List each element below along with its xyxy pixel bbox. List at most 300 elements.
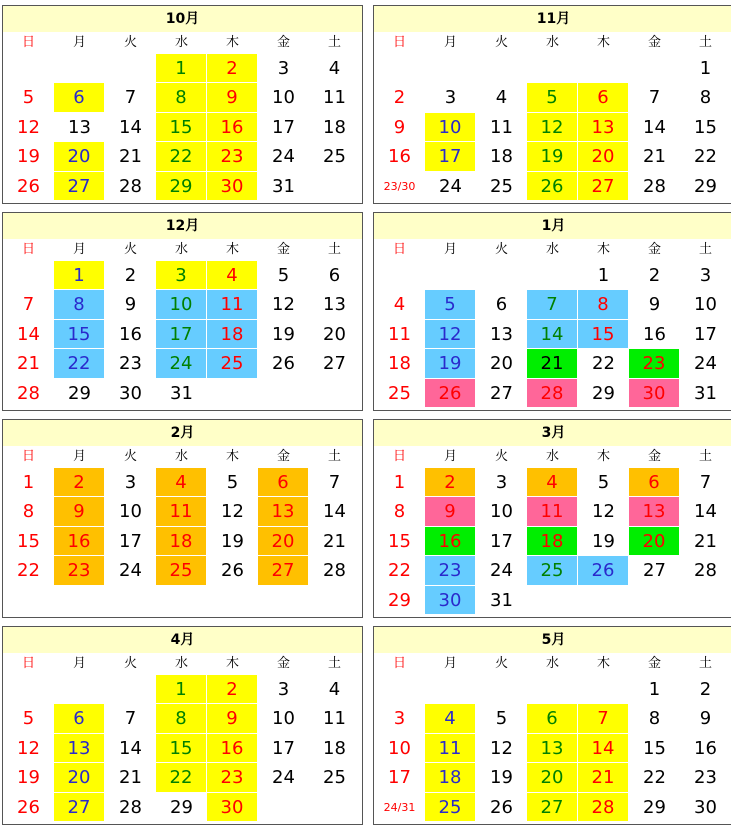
day-cell: 20 bbox=[578, 142, 629, 171]
day-cell: 11 bbox=[323, 87, 346, 109]
weekday-label: 火 bbox=[123, 35, 137, 50]
weekday-label: 金 bbox=[276, 35, 290, 50]
weekday-label: 日 bbox=[21, 35, 35, 50]
day-cell: 15 bbox=[156, 734, 207, 763]
day-cell: 16 bbox=[119, 323, 142, 345]
day-cell: 21 bbox=[643, 146, 666, 168]
day-cell: 13 bbox=[629, 497, 680, 526]
day-cell: 9 bbox=[124, 294, 137, 316]
weekday-header bbox=[374, 446, 731, 468]
weekday-label: 日 bbox=[392, 656, 406, 671]
week-row bbox=[374, 675, 731, 704]
day-cell: 2 bbox=[124, 265, 137, 286]
day-cell: 4 bbox=[527, 468, 578, 497]
day-cell bbox=[680, 586, 731, 615]
day-cell: 25 bbox=[490, 175, 513, 197]
day-cell: 12 bbox=[17, 116, 40, 138]
day-cell: 3 bbox=[444, 87, 457, 109]
weekday-label: 金 bbox=[276, 449, 290, 464]
day-cell: 10 bbox=[156, 290, 207, 319]
day-cell: 4 bbox=[495, 87, 508, 109]
day-cell: 28 bbox=[643, 175, 666, 197]
weekday-header bbox=[374, 32, 731, 54]
weekday-label: 土 bbox=[698, 449, 712, 464]
day-cell: 5 bbox=[527, 83, 578, 112]
day-cell: 11 bbox=[156, 497, 207, 526]
day-cell: 19 bbox=[17, 767, 40, 789]
weekday-label: 日 bbox=[21, 449, 35, 464]
week-row bbox=[374, 261, 731, 290]
day-cell: 9 bbox=[207, 83, 258, 112]
day-cell bbox=[156, 586, 207, 615]
day-cell: 2 bbox=[393, 87, 406, 109]
day-cell: 28 bbox=[323, 560, 346, 582]
weekday-label: 水 bbox=[174, 242, 188, 257]
day-cell: 28 bbox=[527, 379, 578, 408]
weekday-label: 月 bbox=[72, 35, 86, 50]
day-cell: 23 bbox=[207, 763, 258, 792]
day-cell: 21 bbox=[694, 530, 717, 552]
week-row bbox=[3, 675, 362, 704]
day-cell: 8 bbox=[648, 708, 661, 730]
day-cell: 21 bbox=[119, 767, 142, 789]
day-cell bbox=[309, 793, 360, 822]
weekday-label: 日 bbox=[392, 449, 406, 464]
day-cell: 16 bbox=[207, 734, 258, 763]
week-row bbox=[3, 349, 362, 378]
week-row bbox=[3, 172, 362, 201]
day-cell: 19 bbox=[425, 349, 476, 378]
day-cell bbox=[105, 586, 156, 615]
day-cell: 11 bbox=[388, 323, 411, 345]
weekday-label: 金 bbox=[647, 449, 661, 464]
day-cell bbox=[425, 54, 476, 83]
day-cell: 21 bbox=[323, 530, 346, 552]
month-calendar bbox=[2, 419, 363, 618]
day-cell: 4 bbox=[156, 468, 207, 497]
day-cell: 15 bbox=[54, 320, 105, 349]
day-cell: 1 bbox=[699, 58, 712, 79]
week-row bbox=[3, 586, 362, 615]
day-cell: 26 bbox=[221, 560, 244, 582]
day-cell: 31 bbox=[694, 382, 717, 404]
weekday-label: 水 bbox=[545, 35, 559, 50]
week-row bbox=[3, 320, 362, 349]
weekday-label: 月 bbox=[72, 449, 86, 464]
day-cell: 29 bbox=[68, 382, 91, 404]
day-cell: 2 bbox=[648, 265, 661, 286]
day-cell: 11 bbox=[490, 116, 513, 138]
day-cell bbox=[374, 261, 425, 290]
day-cell: 3 bbox=[699, 265, 712, 286]
day-cell: 9 bbox=[54, 497, 105, 526]
day-cell: 31 bbox=[170, 382, 193, 404]
day-cell: 26 bbox=[17, 796, 40, 818]
day-cell: 1 bbox=[597, 265, 610, 286]
day-cell: 9 bbox=[425, 497, 476, 526]
day-cell: 13 bbox=[54, 734, 105, 763]
week-row bbox=[3, 54, 362, 83]
day-cell: 8 bbox=[156, 704, 207, 733]
day-cell bbox=[629, 54, 680, 83]
day-cell: 3 bbox=[277, 58, 290, 79]
week-row bbox=[374, 142, 731, 171]
day-cell: 25 bbox=[388, 382, 411, 404]
week-row bbox=[3, 142, 362, 171]
month-title: 12月 bbox=[3, 213, 362, 239]
week-row bbox=[374, 704, 731, 733]
day-cell bbox=[527, 54, 578, 83]
day-cell: 20 bbox=[54, 142, 105, 171]
month-title: 10月 bbox=[3, 6, 362, 32]
day-cell: 22 bbox=[643, 767, 666, 789]
week-row bbox=[3, 113, 362, 142]
day-cell: 23 bbox=[629, 349, 680, 378]
day-cell: 19 bbox=[527, 142, 578, 171]
weekday-label: 日 bbox=[21, 242, 35, 257]
day-cell: 23 bbox=[694, 767, 717, 789]
day-cell: 30 bbox=[207, 172, 258, 201]
day-cell: 27 bbox=[643, 560, 666, 582]
day-cell: 21 bbox=[17, 353, 40, 375]
day-cell: 11 bbox=[425, 734, 476, 763]
day-cell: 29 bbox=[643, 796, 666, 818]
week-row bbox=[374, 586, 731, 615]
weekday-label: 日 bbox=[392, 242, 406, 257]
week-row bbox=[374, 172, 731, 201]
day-cell: 1 bbox=[54, 261, 105, 290]
day-cell bbox=[527, 675, 578, 704]
day-cell bbox=[476, 675, 527, 704]
week-row bbox=[374, 527, 731, 556]
day-cell: 17 bbox=[490, 530, 513, 552]
day-cell: 24 bbox=[490, 560, 513, 582]
day-cell: 3 bbox=[124, 472, 137, 493]
weekday-label: 土 bbox=[327, 656, 341, 671]
day-cell: 7 bbox=[699, 472, 712, 493]
weekday-label: 火 bbox=[123, 656, 137, 671]
week-row bbox=[3, 763, 362, 792]
weekday-label: 木 bbox=[596, 656, 610, 671]
weekday-label: 水 bbox=[545, 242, 559, 257]
day-cell bbox=[54, 586, 105, 615]
week-row bbox=[374, 379, 731, 408]
weekday-label: 水 bbox=[545, 449, 559, 464]
day-cell: 30 bbox=[207, 793, 258, 822]
weekday-header bbox=[3, 239, 362, 261]
day-cell bbox=[258, 586, 309, 615]
day-cell: 19 bbox=[490, 767, 513, 789]
day-cell bbox=[105, 54, 156, 83]
day-cell: 6 bbox=[328, 265, 341, 286]
day-cell: 11 bbox=[323, 708, 346, 730]
day-cell: 20 bbox=[258, 527, 309, 556]
day-cell: 18 bbox=[388, 353, 411, 375]
weekday-label: 土 bbox=[327, 242, 341, 257]
day-cell bbox=[374, 675, 425, 704]
day-cell: 18 bbox=[490, 146, 513, 168]
day-cell: 20 bbox=[323, 323, 346, 345]
day-cell: 8 bbox=[393, 501, 406, 523]
month-title: 1月 bbox=[374, 213, 731, 239]
week-row bbox=[374, 497, 731, 526]
day-cell: 8 bbox=[699, 87, 712, 109]
weekday-label: 木 bbox=[225, 35, 239, 50]
weekday-label: 金 bbox=[647, 656, 661, 671]
day-cell: 12 bbox=[527, 113, 578, 142]
day-cell: 25 bbox=[323, 767, 346, 789]
day-cell: 29 bbox=[170, 796, 193, 818]
day-cell: 3 bbox=[495, 472, 508, 493]
day-cell: 3 bbox=[156, 261, 207, 290]
day-cell: 23 bbox=[119, 353, 142, 375]
weekday-label: 月 bbox=[72, 242, 86, 257]
day-cell: 15 bbox=[388, 530, 411, 552]
day-cell: 25 bbox=[156, 556, 207, 585]
day-cell: 14 bbox=[578, 734, 629, 763]
day-cell: 14 bbox=[694, 501, 717, 523]
day-cell: 21 bbox=[578, 763, 629, 792]
day-cell: 1 bbox=[393, 472, 406, 493]
weekday-label: 金 bbox=[276, 242, 290, 257]
day-cell: 22 bbox=[388, 560, 411, 582]
day-cell bbox=[476, 261, 527, 290]
day-cell: 16 bbox=[425, 527, 476, 556]
month-calendar bbox=[373, 419, 731, 618]
day-cell: 17 bbox=[425, 142, 476, 171]
day-cell: 7 bbox=[22, 294, 35, 316]
day-cell: 16 bbox=[207, 113, 258, 142]
day-cell: 7 bbox=[527, 290, 578, 319]
day-cell: 1 bbox=[648, 679, 661, 700]
day-cell: 6 bbox=[629, 468, 680, 497]
weekday-label: 土 bbox=[327, 35, 341, 50]
day-cell: 22 bbox=[156, 763, 207, 792]
day-cell: 20 bbox=[527, 763, 578, 792]
day-cell: 9 bbox=[207, 704, 258, 733]
day-cell: 25 bbox=[323, 146, 346, 168]
day-cell: 26 bbox=[527, 172, 578, 201]
weekday-label: 月 bbox=[72, 656, 86, 671]
day-cell: 10 bbox=[272, 87, 295, 109]
day-cell: 5 bbox=[22, 87, 35, 109]
month-calendar bbox=[373, 212, 731, 411]
day-cell bbox=[54, 54, 105, 83]
weekday-label: 土 bbox=[698, 35, 712, 50]
day-cell: 25 bbox=[425, 793, 476, 822]
day-cell: 27 bbox=[54, 172, 105, 201]
weekday-label: 火 bbox=[494, 656, 508, 671]
week-row bbox=[374, 734, 731, 763]
weekday-label: 金 bbox=[276, 656, 290, 671]
day-cell: 21 bbox=[527, 349, 578, 378]
day-cell: 18 bbox=[425, 763, 476, 792]
day-cell bbox=[258, 793, 309, 822]
day-cell: 19 bbox=[272, 323, 295, 345]
day-cell: 17 bbox=[272, 116, 295, 138]
day-cell: 23 bbox=[54, 556, 105, 585]
day-cell: 12 bbox=[17, 737, 40, 759]
day-cell: 7 bbox=[124, 87, 137, 109]
month-calendar bbox=[373, 626, 731, 825]
day-cell: 10 bbox=[272, 708, 295, 730]
month-title: 11月 bbox=[374, 6, 731, 32]
day-cell: 24/31 bbox=[383, 800, 416, 814]
day-cell: 4 bbox=[207, 261, 258, 290]
day-cell: 11 bbox=[207, 290, 258, 319]
day-cell: 29 bbox=[592, 382, 615, 404]
week-row bbox=[374, 290, 731, 319]
day-cell: 27 bbox=[490, 382, 513, 404]
weekday-label: 火 bbox=[123, 242, 137, 257]
day-cell: 14 bbox=[643, 116, 666, 138]
day-cell: 12 bbox=[592, 501, 615, 523]
month-title: 2月 bbox=[3, 420, 362, 446]
day-cell: 5 bbox=[425, 290, 476, 319]
day-cell: 20 bbox=[54, 763, 105, 792]
week-row bbox=[374, 113, 731, 142]
week-row bbox=[374, 320, 731, 349]
day-cell: 10 bbox=[694, 294, 717, 316]
weekday-label: 日 bbox=[21, 656, 35, 671]
day-cell: 5 bbox=[226, 472, 239, 493]
day-cell: 6 bbox=[258, 468, 309, 497]
month-title: 3月 bbox=[374, 420, 731, 446]
weekday-label: 金 bbox=[647, 35, 661, 50]
day-cell bbox=[207, 586, 258, 615]
weekday-label: 木 bbox=[596, 35, 610, 50]
day-cell bbox=[3, 675, 54, 704]
day-cell: 26 bbox=[17, 175, 40, 197]
day-cell: 8 bbox=[578, 290, 629, 319]
day-cell: 23 bbox=[207, 142, 258, 171]
day-cell: 28 bbox=[119, 175, 142, 197]
day-cell: 1 bbox=[156, 54, 207, 83]
week-row bbox=[3, 261, 362, 290]
day-cell bbox=[527, 586, 578, 615]
day-cell: 17 bbox=[119, 530, 142, 552]
day-cell: 18 bbox=[323, 737, 346, 759]
day-cell: 9 bbox=[393, 116, 406, 138]
weekday-label: 木 bbox=[225, 242, 239, 257]
day-cell: 27 bbox=[578, 172, 629, 201]
weekday-label: 月 bbox=[443, 242, 457, 257]
week-row bbox=[3, 527, 362, 556]
day-cell: 13 bbox=[490, 323, 513, 345]
weekday-header bbox=[374, 653, 731, 675]
day-cell: 14 bbox=[17, 323, 40, 345]
day-cell: 22 bbox=[156, 142, 207, 171]
day-cell: 2 bbox=[207, 675, 258, 704]
day-cell: 26 bbox=[425, 379, 476, 408]
day-cell: 24 bbox=[156, 349, 207, 378]
weekday-label: 火 bbox=[494, 35, 508, 50]
day-cell: 26 bbox=[272, 353, 295, 375]
day-cell: 10 bbox=[425, 113, 476, 142]
day-cell: 27 bbox=[323, 353, 346, 375]
weekday-label: 木 bbox=[596, 242, 610, 257]
day-cell: 15 bbox=[17, 530, 40, 552]
day-cell: 7 bbox=[648, 87, 661, 109]
weekday-label: 火 bbox=[494, 449, 508, 464]
day-cell: 13 bbox=[258, 497, 309, 526]
day-cell bbox=[578, 54, 629, 83]
weekday-header bbox=[3, 32, 362, 54]
day-cell: 17 bbox=[156, 320, 207, 349]
day-cell: 19 bbox=[17, 146, 40, 168]
weekday-label: 月 bbox=[443, 35, 457, 50]
day-cell: 12 bbox=[425, 320, 476, 349]
day-cell: 17 bbox=[388, 767, 411, 789]
day-cell: 14 bbox=[119, 116, 142, 138]
week-row bbox=[374, 83, 731, 112]
day-cell: 18 bbox=[156, 527, 207, 556]
day-cell: 2 bbox=[699, 679, 712, 700]
day-cell: 10 bbox=[119, 501, 142, 523]
weekday-label: 土 bbox=[327, 449, 341, 464]
day-cell: 6 bbox=[527, 704, 578, 733]
day-cell: 8 bbox=[156, 83, 207, 112]
day-cell: 25 bbox=[527, 556, 578, 585]
day-cell bbox=[527, 261, 578, 290]
day-cell: 5 bbox=[495, 708, 508, 730]
day-cell: 24 bbox=[439, 175, 462, 197]
day-cell: 31 bbox=[272, 175, 295, 197]
day-cell: 28 bbox=[694, 560, 717, 582]
week-row bbox=[374, 54, 731, 83]
week-row bbox=[3, 704, 362, 733]
day-cell: 3 bbox=[277, 679, 290, 700]
day-cell: 24 bbox=[272, 767, 295, 789]
day-cell: 16 bbox=[694, 737, 717, 759]
day-cell: 5 bbox=[277, 265, 290, 286]
day-cell: 24 bbox=[119, 560, 142, 582]
day-cell: 25 bbox=[207, 349, 258, 378]
weekday-label: 土 bbox=[698, 242, 712, 257]
day-cell: 5 bbox=[597, 472, 610, 493]
day-cell: 2 bbox=[54, 468, 105, 497]
day-cell bbox=[54, 675, 105, 704]
week-row bbox=[3, 497, 362, 526]
week-row bbox=[3, 793, 362, 822]
weekday-label: 水 bbox=[174, 449, 188, 464]
day-cell: 15 bbox=[643, 737, 666, 759]
day-cell: 15 bbox=[156, 113, 207, 142]
day-cell: 21 bbox=[119, 146, 142, 168]
day-cell bbox=[629, 586, 680, 615]
day-cell: 12 bbox=[221, 501, 244, 523]
week-row bbox=[3, 290, 362, 319]
day-cell: 27 bbox=[258, 556, 309, 585]
day-cell bbox=[105, 675, 156, 704]
day-cell: 13 bbox=[578, 113, 629, 142]
day-cell: 7 bbox=[124, 708, 137, 730]
day-cell bbox=[3, 586, 54, 615]
weekday-label: 金 bbox=[647, 242, 661, 257]
day-cell: 14 bbox=[527, 320, 578, 349]
month-calendar bbox=[373, 5, 731, 204]
day-cell bbox=[425, 261, 476, 290]
day-cell: 10 bbox=[490, 501, 513, 523]
day-cell: 8 bbox=[54, 290, 105, 319]
day-cell bbox=[309, 172, 360, 201]
day-cell: 19 bbox=[592, 530, 615, 552]
weekday-label: 水 bbox=[174, 35, 188, 50]
weekday-label: 火 bbox=[494, 242, 508, 257]
day-cell: 28 bbox=[17, 382, 40, 404]
day-cell bbox=[207, 379, 258, 408]
day-cell: 20 bbox=[490, 353, 513, 375]
